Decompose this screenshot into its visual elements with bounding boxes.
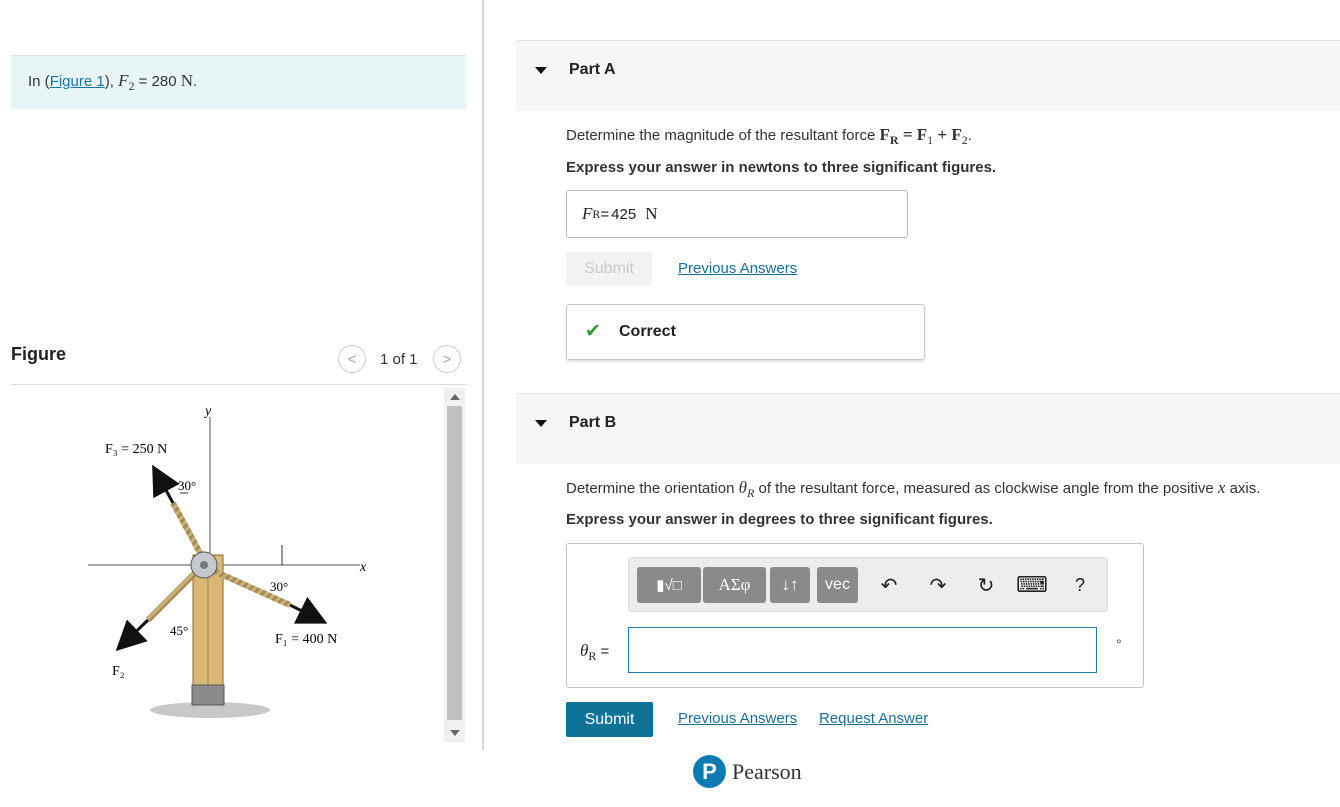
part-b-question — [566, 478, 1260, 501]
part-b-question-prefix: Determine the orientation — [566, 480, 739, 497]
f1-symbol: = F — [898, 125, 928, 144]
templates-button[interactable] — [637, 567, 701, 603]
problem-statement — [11, 55, 466, 109]
checkmark-icon: ✔ — [585, 321, 601, 342]
x-axis-label: x — [360, 560, 367, 575]
part-a-submit-button[interactable]: Submit — [566, 252, 652, 286]
problem-var-sub: 2 — [128, 79, 135, 93]
arrows-button[interactable] — [770, 567, 810, 603]
part-a-feedback — [566, 304, 925, 360]
caret-down-icon[interactable] — [535, 67, 547, 74]
swap-arrows-icon: ↓↑ — [781, 575, 799, 594]
part-a-previous-answers-link[interactable]: Previous Answers — [678, 260, 798, 277]
problem-period: . — [193, 73, 198, 90]
scrollbar-thumb[interactable] — [447, 406, 462, 720]
pearson-wordmark: Pearson — [732, 758, 802, 784]
answer-a-value: 425 — [611, 205, 637, 223]
part-a-header[interactable] — [516, 40, 1340, 111]
chevron-left-icon: < — [347, 350, 357, 368]
force-diagram — [60, 395, 390, 735]
part-b-title: Part B — [569, 414, 617, 431]
fr-sub: R — [889, 133, 899, 147]
figure-heading: Figure — [11, 344, 67, 364]
undo-icon[interactable]: ↶ — [880, 574, 898, 597]
angle-30-right: 30° — [270, 579, 289, 594]
part-b-previous-answers-link[interactable]: Previous Answers — [678, 710, 798, 727]
caret-down-icon[interactable] — [535, 420, 547, 427]
pearson-logo — [693, 755, 802, 788]
theta-input-label — [580, 641, 609, 664]
theta-sub: R — [746, 486, 755, 500]
part-a-instruction: Express your answer in newtons to three significant figures. — [566, 159, 997, 176]
answer-a-eq: = — [600, 205, 610, 223]
arrow-f1 — [290, 605, 322, 621]
ring-hub-center — [200, 561, 208, 569]
keyboard-icon[interactable]: ⌨ — [1016, 572, 1048, 597]
arrow-f2 — [120, 620, 148, 647]
redo-icon[interactable]: ↷ — [929, 574, 947, 597]
feedback-text: Correct — [619, 323, 676, 340]
figure-page-indicator: 1 of 1 — [380, 351, 418, 368]
problem-suffix: ), — [104, 73, 119, 90]
f2-symbol: + F — [933, 125, 962, 144]
post-bracket — [192, 685, 224, 705]
theta-label-sub: R — [588, 649, 597, 663]
problem-var: F — [118, 71, 129, 90]
part-b-instruction: Express your answer in degrees to three significant figures. — [566, 511, 993, 528]
templates-icon: ▮√□ — [656, 577, 682, 594]
problem-unit: N — [180, 71, 194, 90]
answer-a-var: F — [582, 204, 593, 223]
theta-answer-input[interactable] — [628, 627, 1097, 673]
math-toolbar — [628, 557, 1108, 612]
figure-scrollbar[interactable] — [444, 388, 465, 742]
part-a-question-prefix: Determine the magnitude of the resultant force — [566, 127, 880, 144]
theta-label-var: θ — [580, 641, 589, 660]
pearson-icon: P — [693, 755, 726, 788]
f2-label: F₂ — [112, 664, 125, 679]
panel-divider[interactable] — [482, 0, 484, 750]
arrow-f3 — [155, 470, 173, 503]
reset-icon[interactable]: ↻ — [977, 574, 995, 597]
angle-30-top: 30° — [178, 478, 197, 493]
part-b-question-end: axis. — [1225, 480, 1261, 497]
part-a-answer-field[interactable] — [566, 190, 908, 238]
x-symbol: x — [1217, 478, 1226, 497]
f2-sub: 2 — [961, 133, 968, 147]
scroll-up-icon[interactable] — [450, 394, 460, 400]
chevron-right-icon: > — [442, 350, 452, 368]
scroll-down-icon[interactable] — [450, 730, 460, 736]
next-figure-button[interactable] — [433, 345, 461, 373]
figure-link[interactable]: Figure 1 — [49, 73, 105, 90]
answer-a-unit: N — [645, 204, 658, 223]
part-b-header[interactable] — [516, 393, 1340, 464]
greek-letters-button[interactable]: AΣφ — [703, 567, 766, 603]
help-icon[interactable]: ? — [1074, 574, 1085, 595]
part-b-question-mid: of the resultant force, measured as clockwise angle from the positive — [754, 480, 1218, 497]
theta-label-eq: = — [596, 643, 610, 660]
part-a-question — [566, 125, 972, 148]
degree-unit: ° — [1116, 636, 1122, 652]
figure-divider — [11, 384, 466, 385]
f3-label: F₃ = 250 N — [105, 442, 168, 457]
part-b-submit-button[interactable]: Submit — [566, 702, 653, 737]
f1-label: F₁ = 400 N — [275, 632, 338, 647]
part-a-title: Part A — [569, 61, 616, 78]
request-answer-link[interactable]: Request Answer — [819, 710, 929, 727]
fr-symbol: F — [879, 125, 890, 144]
previous-figure-button[interactable] — [338, 345, 366, 373]
part-a-question-end: . — [967, 127, 972, 144]
f1-sub: 1 — [927, 133, 934, 147]
theta-symbol: θ — [738, 478, 747, 497]
answer-a-sub: R — [592, 206, 601, 221]
problem-prefix: In ( — [28, 73, 50, 90]
problem-equals: = 280 — [134, 73, 181, 90]
angle-45: 45° — [170, 623, 189, 638]
y-axis-label: y — [205, 404, 212, 419]
vector-button[interactable]: vec — [817, 567, 858, 603]
